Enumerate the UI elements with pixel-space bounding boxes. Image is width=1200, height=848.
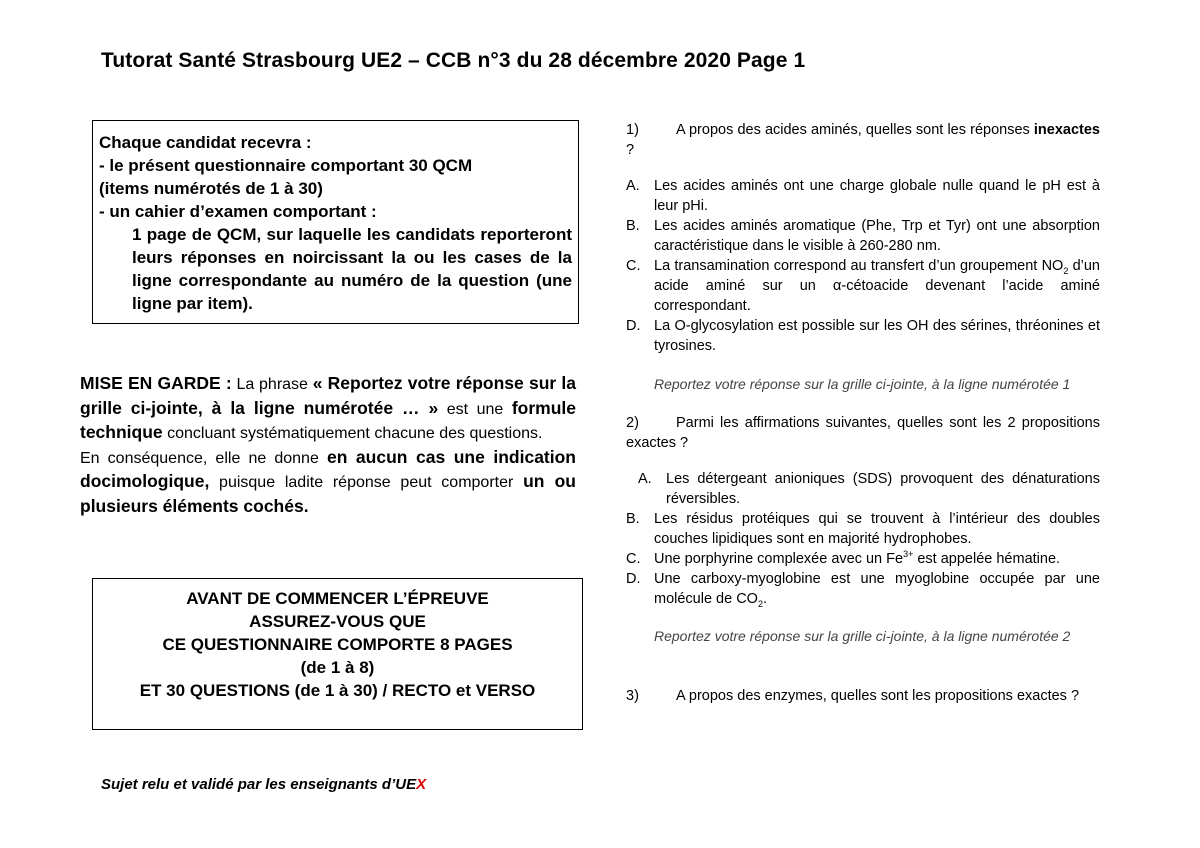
instructions-line: - le présent questionnaire comportant 30 QCM: [99, 156, 473, 175]
answer-letter: D.: [626, 318, 641, 334]
answer-letter: B.: [626, 218, 640, 234]
instructions-box: [92, 120, 579, 324]
answer-letter: B.: [626, 511, 640, 527]
instructions-line: Chaque candidat recevra :: [99, 133, 312, 152]
answer-item: A. Les acides aminés ont une charge globale nulle quand le pH est à leur pHi.: [626, 178, 1100, 214]
question-3: [626, 686, 1100, 706]
warning-bold: « Reportez votre réponse sur la grille ci-jointe, à la ligne numérotée … »: [80, 373, 576, 418]
question-2: [626, 413, 1100, 453]
answer-letter: D.: [626, 571, 641, 587]
answer-letter: A.: [626, 178, 640, 194]
answer-list: [626, 469, 1100, 609]
answer-item: B. Les résidus protéiques qui se trouvent à l’intérieur des doubles couches lipidiques sont en majorité hydrophobes.: [626, 511, 1100, 547]
footer-ue-number: X: [416, 776, 427, 793]
question-number: 3): [626, 688, 639, 704]
warning-bold: formule technique: [80, 397, 576, 442]
question-emphasis: inexactes: [1033, 122, 1100, 138]
instructions-line: (items numérotés de 1 à 30): [99, 179, 323, 198]
answer-letter: C.: [626, 258, 641, 274]
question-stem: 2) Parmi les affirmations suivantes, quelles sont les 2 propositions exactes ?: [626, 415, 1100, 451]
warning-text: puisque ladite réponse peut comporter: [209, 474, 524, 491]
instructions-line: - un cahier d’examen comportant :: [99, 202, 377, 221]
question-stem: 1) A propos des acides aminés, quelles sont les réponses inexactes ?: [626, 122, 1100, 158]
answer-item: B. Les acides aminés aromatique (Phe, Trp et Tyr) ont une absorption caractéristique dans le visible à 260-280 nm.: [626, 218, 1100, 254]
warning-label: MISE EN GARDE :: [80, 373, 232, 393]
warning-text: La phrase: [231, 376, 313, 393]
answer-list: [626, 176, 1100, 356]
answer-item: C. La transamination correspond au transfert d’un groupement $NO_2$ d’un acide aminé sur un α-cétoacide devenant l’acide aminé correspondant.: [626, 258, 1100, 314]
answer-item: C. Une porphyrine complexée avec un $Fe^{3+}$ est appelée hématine.: [626, 549, 1061, 567]
before-start-line: AVANT DE COMMENCER L’ÉPREUVE: [186, 589, 489, 608]
question-1: [626, 120, 1100, 160]
answer-instruction: Reportez votre réponse sur la grille ci-jointe, à la ligne numérotée 2: [654, 628, 1071, 644]
answer-letter: A.: [638, 471, 652, 487]
question-number: 1): [626, 122, 639, 138]
warning-text: En conséquence, elle ne donne: [80, 449, 327, 467]
before-start-line: ASSUREZ-VOUS QUE: [249, 612, 426, 631]
before-start-line: ET 30 QUESTIONS (de 1 à 30) / RECTO et VERSO: [139, 681, 536, 700]
footer-text: Sujet relu et validé par les enseignants d’UE: [101, 776, 417, 793]
warning-paragraph: [80, 372, 576, 519]
answer-instruction: Reportez votre réponse sur la grille ci-jointe, à la ligne numérotée 1: [654, 376, 1071, 392]
warning-bold: un ou plusieurs éléments cochés.: [80, 471, 577, 516]
warning-text: concluant systématiquement chacune des questions.: [162, 425, 543, 442]
before-start-line: CE QUESTIONNAIRE COMPORTE 8 PAGES: [162, 635, 513, 654]
warning-text: est une: [438, 400, 512, 418]
question-number: 2): [626, 415, 639, 431]
before-start-box: [92, 578, 583, 730]
answer-item: D. Une carboxy-myoglobine est une myoglobine occupée par une molécule de $CO_2$.: [626, 571, 1100, 609]
question-stem: 3) A propos des enzymes, quelles sont les propositions exactes ?: [626, 688, 1080, 704]
validation-footer: [101, 776, 426, 793]
answer-item: A. Les détergeant anioniques (SDS) provoquent des dénaturations réversibles.: [638, 471, 1100, 507]
instructions-detail: 1 page de QCM, sur laquelle les candidats reporteront leurs réponses en noircissant la ou les cases de la ligne correspondante au numéro de la question (une ligne par item).: [132, 225, 572, 313]
answer-item: D. La O-glycosylation est possible sur les OH des sérines, thréonines et tyrosines.: [626, 318, 1100, 354]
before-start-line: (de 1 à 8): [300, 658, 375, 677]
page-title: Tutorat Santé Strasbourg UE2 – CCB n°3 du 28 décembre 2020 Page 1: [101, 49, 806, 72]
warning-bold: en aucun cas une indication docimologique,: [80, 446, 576, 491]
answer-letter: C.: [626, 551, 641, 567]
